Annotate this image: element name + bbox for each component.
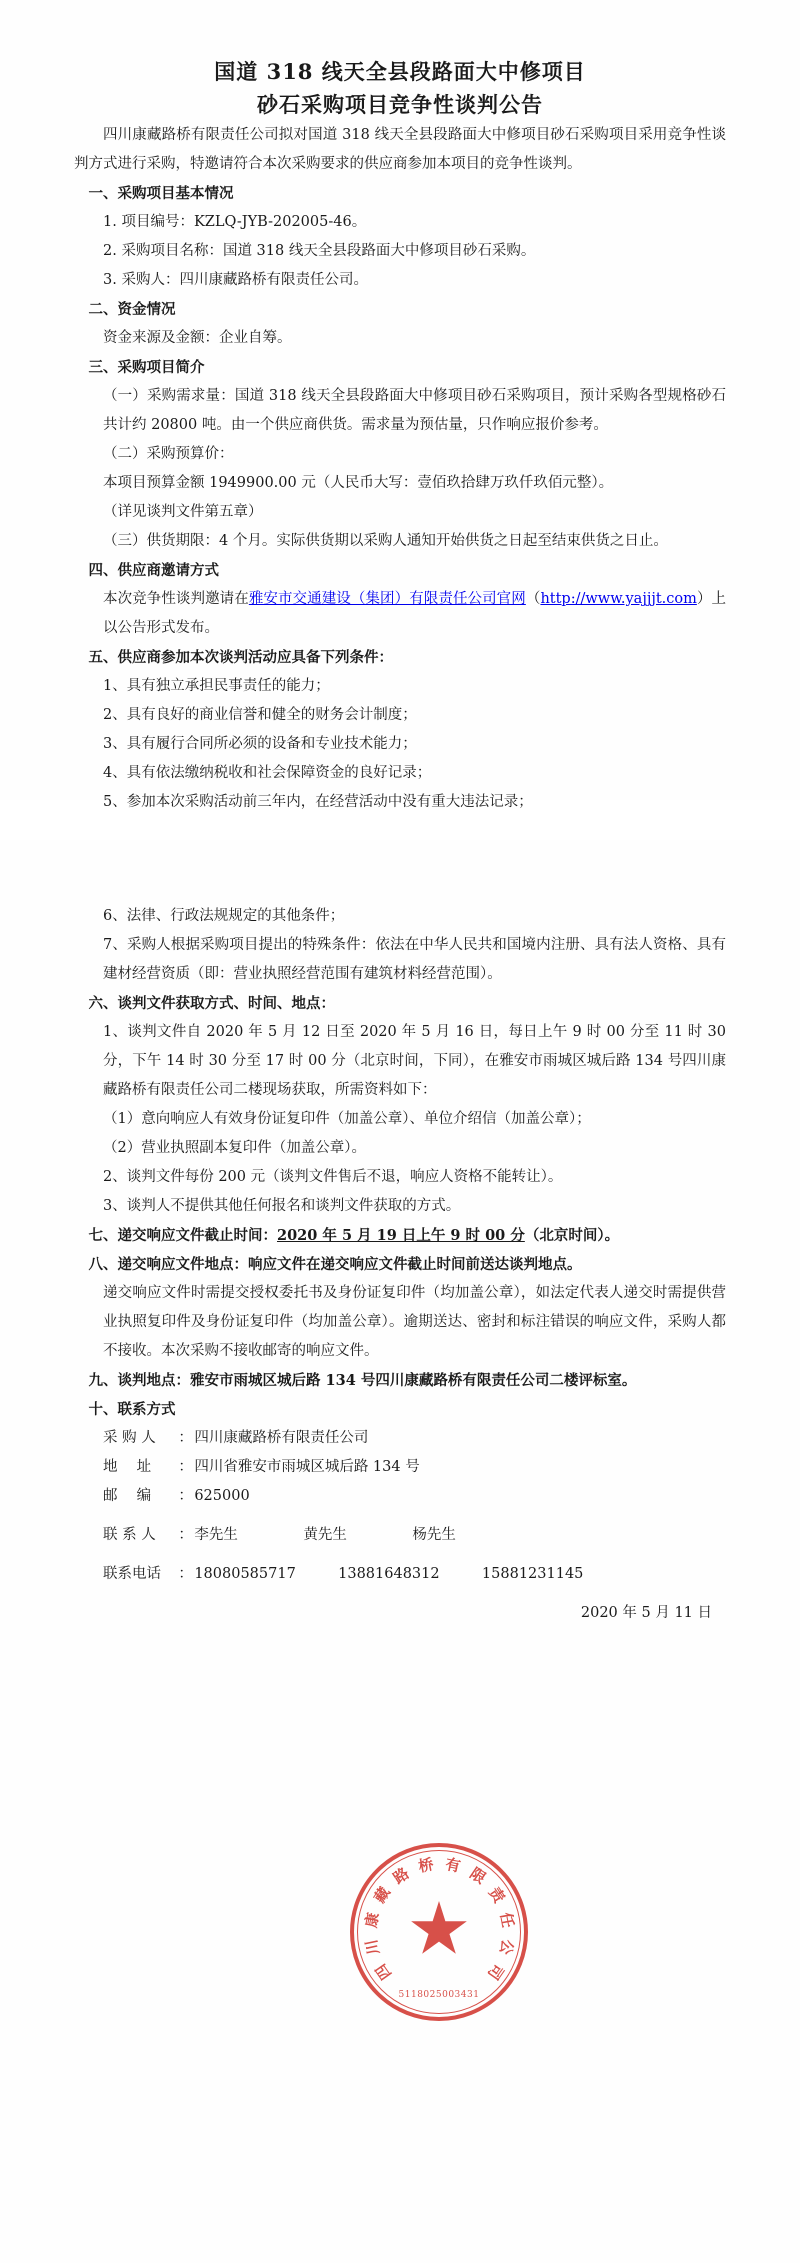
- section-heading-4: 四、供应商邀请方式: [88, 562, 219, 580]
- intro-paragraph: 四川康藏路桥有限责任公司拟对国道 318 线天全县段路面大中修项目砂石采购项目采用竞争性谈判方式进行采购，特邀请符合本次采购要求的供应商参加本项目的竞争性谈判。: [74, 127, 726, 173]
- section-5-item-1: 1、具有独立承担民事责任的能力；: [103, 678, 330, 695]
- contact-sep-5: ：: [178, 1566, 193, 1582]
- company-seal-stamp: [350, 1843, 528, 2021]
- contact-label-postcode: 邮 编: [103, 1488, 159, 1504]
- section-3-item-4: （详见谈判文件第五章）: [103, 504, 263, 521]
- section-1-item-2: 2. 采购项目名称：国道 318 线天全县段路面大中修项目砂石采购。: [103, 243, 536, 260]
- section-5-item-3: 3、具有履行合同所必须的设备和专业技术能力；: [103, 736, 417, 753]
- issuer-site-link[interactable]: 雅安市交通建设（集团）有限责任公司官网: [248, 591, 526, 608]
- seal-star-icon: [410, 1901, 468, 1959]
- contact-block: [74, 1424, 726, 1589]
- section-4-item-1: [74, 585, 726, 643]
- seal-text: 四 川 康 藏 路 桥 有 限 责 任 公 司: [361, 1854, 517, 1983]
- contact-phone-1: 18080585717: [194, 1566, 296, 1582]
- document-page-2: [0, 840, 800, 2263]
- section-5-item-6: 6、法律、行政法规规定的其他条件；: [103, 908, 345, 924]
- section-5-item-2: 2、具有良好的商业信誉和健全的财务会计制度；: [103, 707, 417, 724]
- section-heading-5: 五、供应商参加本次谈判活动应具备下列条件：: [88, 649, 393, 667]
- contact-row-purchaser: [103, 1424, 726, 1453]
- page-title: [74, 56, 726, 121]
- section-2-item-1: 资金来源及金额：企业自筹。: [103, 330, 292, 347]
- section-5-item-5: 5、参加本次采购活动前三年内，在经营活动中没有重大违法记录；: [103, 794, 533, 811]
- section-heading-9: 九、谈判地点：雅安市雨城区城后路 134 号四川康藏路桥有限责任公司二楼评标室。: [88, 1372, 637, 1389]
- contact-sep-4: ：: [178, 1527, 193, 1543]
- contact-sep-3: ：: [178, 1488, 193, 1504]
- contact-person-1: 李先生: [194, 1527, 238, 1543]
- contact-value-postcode: 625000: [194, 1488, 250, 1504]
- contact-person-3: 杨先生: [412, 1527, 456, 1543]
- section-6-item-3: （2）营业执照副本复印件（加盖公章）。: [103, 1140, 366, 1156]
- section-6-item-2: （1）意向响应人有效身份证复印件（加盖公章）、单位介绍信（加盖公章）；: [103, 1111, 591, 1127]
- section-1-item-3: 3. 采购人：四川康藏路桥有限责任公司。: [103, 272, 368, 289]
- section-5-item-4: 4、具有依法缴纳税收和社会保障资金的良好记录；: [103, 765, 432, 782]
- section-heading-6: 六、谈判文件获取方式、时间、地点：: [88, 995, 335, 1012]
- contact-value-address: 四川省雅安市雨城区城后路 134 号: [194, 1459, 420, 1475]
- issue-date: 2020 年 5 月 11 日: [580, 1605, 712, 1621]
- page-title-line1: 国道 318 线天全县段路面大中修项目: [214, 59, 586, 84]
- contact-label-persons: 联 系 人: [103, 1527, 156, 1543]
- contact-row-postcode: [103, 1482, 726, 1511]
- section-7-text-b: （北京时间）。: [524, 1227, 620, 1244]
- contact-phones: [194, 1560, 726, 1589]
- contact-value-purchaser: 四川康藏路桥有限责任公司: [194, 1430, 369, 1446]
- page-title-line2: 砂石采购项目竞争性谈判公告: [257, 91, 543, 117]
- section-heading-10: 十、联系方式: [88, 1401, 176, 1418]
- section-heading-8: 八、递交响应文件地点：响应文件在递交响应文件截止时间前送达谈判地点。: [88, 1256, 582, 1273]
- seal-code: 5118025003431: [398, 1990, 480, 2000]
- contact-phone-2: 13881648312: [338, 1566, 440, 1582]
- contact-sep-2: ：: [178, 1459, 193, 1475]
- contact-sep-1: ：: [178, 1430, 193, 1446]
- section-heading-2: 二、资金情况: [88, 301, 176, 319]
- contact-row-address: [103, 1453, 726, 1482]
- contact-row-persons: [103, 1521, 726, 1550]
- seal-inner-ring: [357, 1850, 521, 2014]
- section-6-item-1: 1、谈判文件自 2020 年 5 月 12 日至 2020 年 5 月 16 日，每日上午 9 时 00 分至 11 时 30 分，下午 14 时 30 分至 17 时 00 分（北京时间，下同），在雅安市雨城区城后路 134 号四川康藏路桥有限责任公司二楼现场获取，所需资料如下：: [103, 1024, 726, 1098]
- contact-label-phones: 联系电话: [103, 1566, 161, 1582]
- contact-phone-3: 15881231145: [481, 1566, 584, 1582]
- contact-persons: [194, 1521, 726, 1550]
- contact-person-2: 黄先生: [303, 1527, 347, 1543]
- section-6-item-4: 2、谈判文件每份 200 元（谈判文件售后不退，响应人资格不能转让）。: [103, 1169, 563, 1185]
- contact-label-address: 地 址: [103, 1459, 159, 1475]
- section-heading-1: 一、采购项目基本情况: [88, 185, 234, 203]
- section-4-text-b: （: [525, 591, 541, 608]
- section-3-item-1: （一）采购需求量：国道 318 线天全县段路面大中修项目砂石采购项目，预计采购各型规格砂石共计约 20800 吨。由一个供应商供货。需求量为预估量，只作响应报价参考。: [103, 388, 726, 434]
- section-7-text-a: 七、递交响应文件截止时间：: [88, 1227, 277, 1244]
- document-page-1: [0, 0, 800, 811]
- section-heading-7: [74, 1221, 726, 1250]
- section-heading-3: 三、采购项目简介: [88, 359, 205, 377]
- section-8-item-1: 递交响应文件时需提交授权委托书及身份证复印件（均加盖公章），如法定代表人递交时需提供营业执照复印件及身份证复印件（均加盖公章）。逾期送达、密封和标注错误的响应文件，采购人都不接收。本次采购不接收邮寄的响应文件。: [103, 1285, 726, 1359]
- section-5-item-7: 7、采购人根据采购项目提出的特殊条件：依法在中华人民共和国境内注册、具有法人资格、具有建材经营资质（即：营业执照经营范围有建筑材料经营范围）。: [103, 937, 726, 982]
- section-7-deadline: 2020 年 5 月 19 日上午 9 时 00 分: [277, 1227, 525, 1244]
- section-3-item-2: （二）采购预算价：: [103, 446, 234, 463]
- contact-row-phones: [103, 1560, 726, 1589]
- section-1-item-1: 1. 项目编号：KZLQ-JYB-202005-46。: [103, 214, 367, 231]
- section-3-item-5: （三）供货期限：4 个月。实际供货期以采购人通知开始供货之日起至结束供货之日止。: [103, 533, 668, 550]
- section-4-text-c: ）上以公告形式发布。: [103, 591, 727, 637]
- section-6-item-5: 3、谈判人不提供其他任何报名和谈判文件获取的方式。: [103, 1198, 461, 1214]
- section-3-item-3: 本项目预算金额 1949900.00 元（人民币大写：壹佰玖拾肆万玖仟玖佰元整）。: [103, 475, 614, 492]
- issuer-site-url[interactable]: http://www.yajjjt.com: [540, 591, 697, 608]
- contact-label-purchaser: 采 购 人: [103, 1430, 156, 1446]
- section-4-text-a: 本次竞争性谈判邀请在: [103, 591, 249, 608]
